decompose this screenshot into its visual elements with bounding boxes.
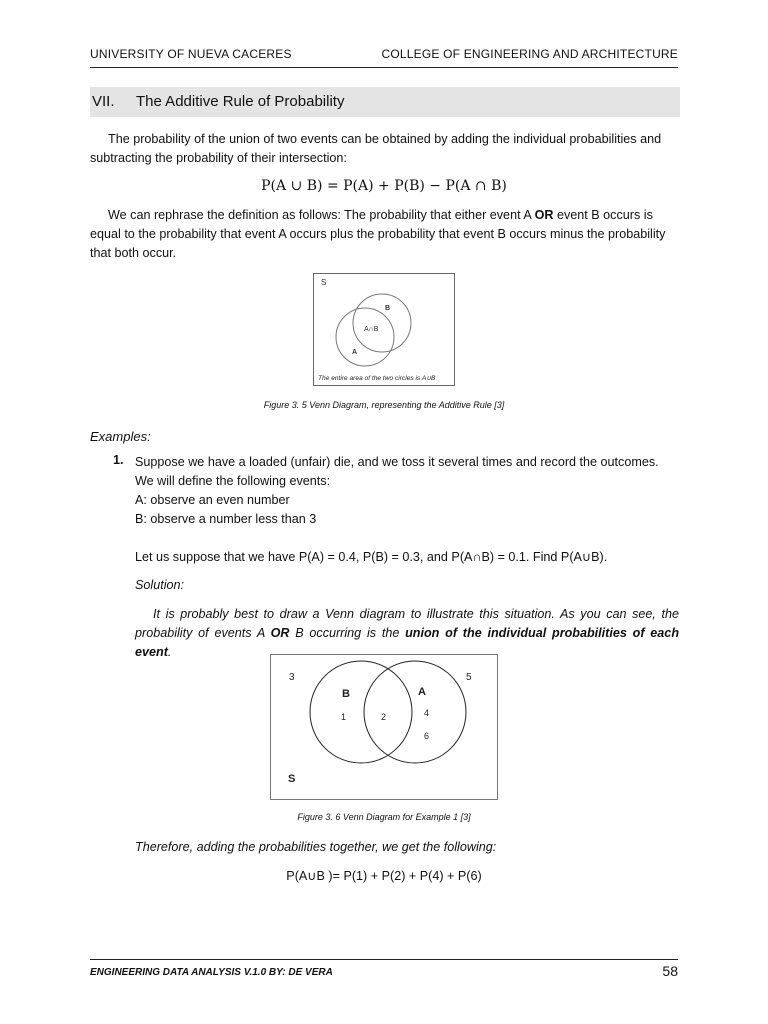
intro-paragraph: The probability of the union of two events can be obtained by adding the individual probabilities and subtracting the probability of their intersection: xyxy=(90,132,662,165)
solution-bold-text: union of the individual probabilities of each event xyxy=(135,626,680,659)
figure1-label-s: S xyxy=(321,278,327,287)
figure2-outcome-4: 4 xyxy=(424,708,430,718)
figure1-note: The entire area of the two circles is A∪B xyxy=(318,375,436,382)
figure2-outcome-2: 2 xyxy=(381,712,387,722)
examples-heading: Examples: xyxy=(90,429,151,444)
figure1-label-b: B xyxy=(385,305,391,312)
solution-text-2: B occurring is the xyxy=(289,626,406,640)
solution-text-3: . xyxy=(167,645,172,659)
venn-diagram-additive-rule xyxy=(313,273,455,386)
header-college: COLLEGE OF ENGINEERING AND ARCHITECTURE xyxy=(381,47,678,61)
rephrase-text-1: We can rephrase the definition as follows: The probability that either event A xyxy=(108,208,535,222)
example1-event-b: B: observe a number less than 3 xyxy=(135,512,317,526)
figure1-caption: Figure 3. 5 Venn Diagram, representing the Additive Rule [3] xyxy=(263,400,505,410)
rephrase-text-2: event B occurs is equal to the probability that event A occurs plus the probability that event B occurs minus the probability that both occur. xyxy=(90,208,666,260)
example1-number: 1. xyxy=(113,453,124,467)
figure1-label-intersection: A∩B xyxy=(364,326,379,333)
header-university: UNIVERSITY OF NUEVA CACERES xyxy=(90,47,292,61)
example1-statement xyxy=(135,453,695,529)
figure1-sample-space-box xyxy=(314,274,455,386)
example1-line2: We will define the following events: xyxy=(135,474,331,488)
figure2-outcome-5: 5 xyxy=(466,672,472,683)
figure2-label-b: B xyxy=(342,688,350,700)
venn-diagram-example1 xyxy=(270,654,498,800)
figure2-outcome-1: 1 xyxy=(341,712,347,722)
result-formula: P(A∪B )= P(1) + P(2) + P(4) + P(6) xyxy=(286,869,482,883)
rephrase-or: OR xyxy=(534,208,554,222)
therefore-text: Therefore, adding the probabilities together, we get the following: xyxy=(135,840,497,854)
solution-text-1: It is probably best to draw a Venn diagram to illustrate this situation. As you can see, the probability of events A xyxy=(135,607,679,640)
section-title: The Additive Rule of Probability xyxy=(136,93,345,110)
section-number: VII. xyxy=(92,93,115,110)
figure1-label-a: A xyxy=(352,349,358,356)
footer-course-title: ENGINEERING DATA ANALYSIS V.1.0 BY: DE VERA xyxy=(90,967,333,978)
solution-label: Solution: xyxy=(135,578,185,592)
solution-or: OR xyxy=(270,626,290,640)
figure2-label-s: S xyxy=(288,773,296,785)
page-header xyxy=(90,47,678,68)
rephrase-paragraph xyxy=(90,206,682,263)
figure2-outcome-3: 3 xyxy=(289,672,295,683)
example1-line1: Suppose we have a loaded (unfair) die, and we toss it several times and record the outcomes. xyxy=(135,455,659,469)
section-heading xyxy=(90,87,680,117)
example1-given: Let us suppose that we have P(A) = 0.4, P(B) = 0.3, and P(A∩B) = 0.1. Find P(A∪B). xyxy=(135,550,608,564)
figure2-caption: Figure 3. 6 Venn Diagram for Example 1 [3] xyxy=(297,812,471,822)
page-number: 58 xyxy=(662,963,678,979)
example1-event-a: A: observe an even number xyxy=(135,493,290,507)
figure2-outcome-6: 6 xyxy=(424,731,430,741)
additive-rule-formula: P(A ∪ B) = P(A) + P(B) − P(A ∩ B) xyxy=(261,178,507,194)
figure2-label-a: A xyxy=(418,686,426,698)
page-footer xyxy=(90,959,678,984)
